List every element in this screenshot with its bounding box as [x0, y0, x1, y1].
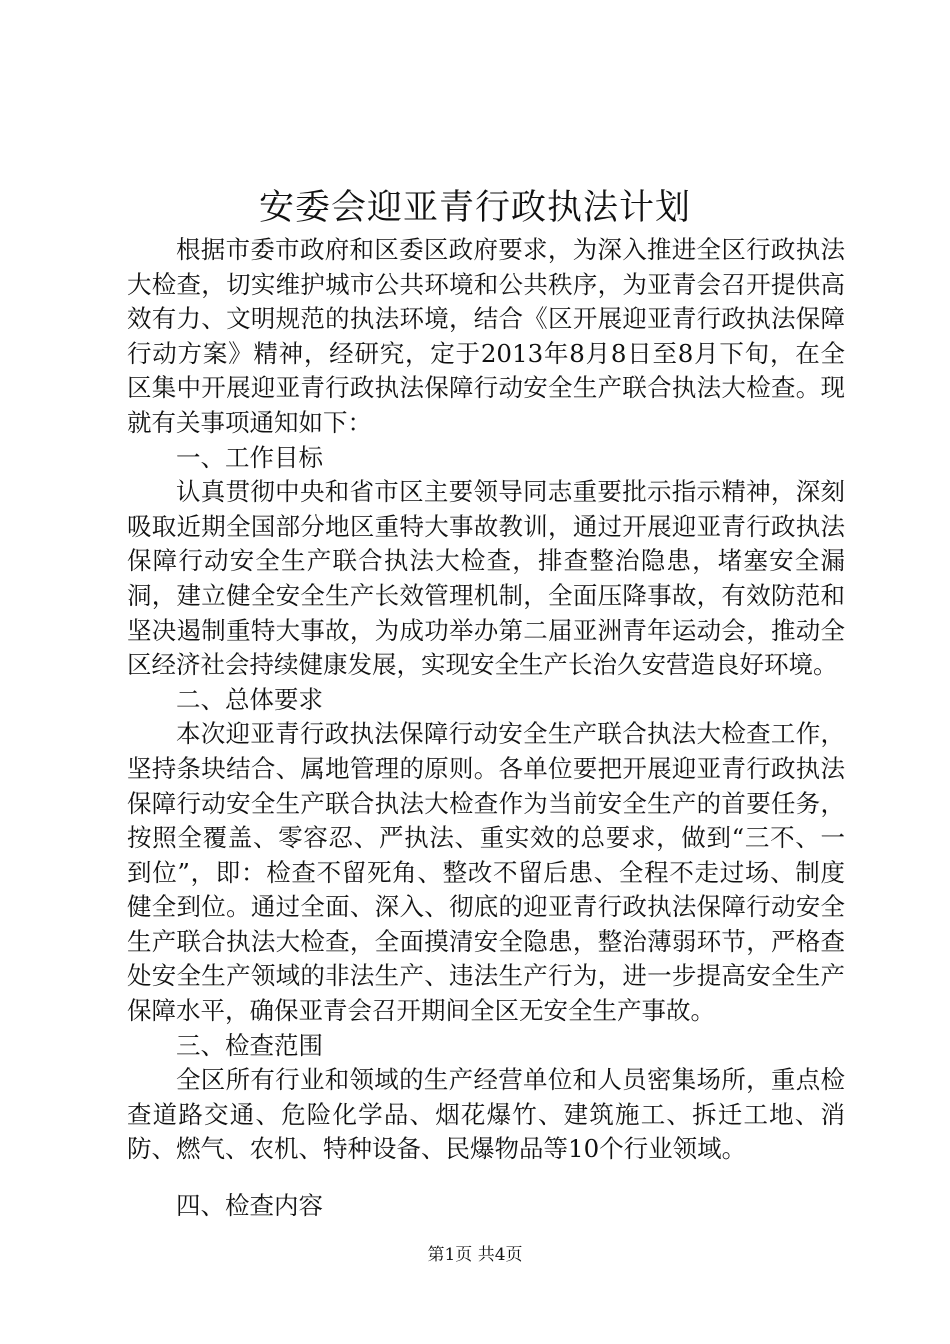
section-heading-goals: 一、工作目标: [176, 442, 323, 472]
document-title: 安委会迎亚青行政执法计划: [258, 188, 691, 228]
section-heading-scope: 三、检查范围: [176, 1030, 323, 1060]
intro-paragraph: 根据市委市政府和区委区政府要求，为深入推进全区行政执法大检查，切实维护城市公共环境和公共秩序，为亚青会召开提供高效有力、文明规范的执法环境，结合《区开展迎亚青行政执法保障行动方案》精神，经研究，定于2013年8月8日至8月下旬，在全区集中开展迎亚青行政执法保障行动安全生产联合执法大检查。现就有关事项通知如下：: [127, 235, 845, 437]
document-body: [127, 233, 845, 1224]
section-text-requirements: 本次迎亚青行政执法保障行动安全生产联合执法大检查工作，坚持条块结合、属地管理的原则。各单位要把开展迎亚青行政执法保障行动安全生产联合执法大检查作为当前安全生产的首要任务，按照全覆盖、零容忍、严执法、重实效的总要求，做到“三不、一到位”，即：检查不留死角、整改不留后患、全程不走过场、制度健全到位。通过全面、深入、彻底的迎亚青行政执法保障行动安全生产联合执法大检查，全面摸清安全隐患，整治薄弱环节，严格查处安全生产领域的非法生产、违法生产行为，进一步提高安全生产保障水平，确保亚青会召开期间全区无安全生产事故。: [127, 719, 845, 1026]
section-text-goals: 认真贯彻中央和省市区主要领导同志重要批示指示精神，深刻吸取近期全国部分地区重特大事故教训，通过开展迎亚青行政执法保障行动安全生产联合执法大检查，排查整治隐患，堵塞安全漏洞，建立健全安全生产长效管理机制，全面压降事故，有效防范和坚决遏制重特大事故，为成功举办第二届亚洲青年运动会，推动全区经济社会持续健康发展，实现安全生产长治久安营造良好环境。: [127, 477, 845, 680]
section-heading-content: 四、检查内容: [176, 1191, 323, 1221]
section-text-scope: 全区所有行业和领域的生产经营单位和人员密集场所，重点检查道路交通、危险化学品、烟花爆竹、建筑施工、拆迁工地、消防、燃气、农机、特种设备、民爆物品等10个行业领域。: [127, 1065, 845, 1164]
section-heading-requirements: 二、总体要求: [176, 684, 323, 714]
page-number: 第1页 共4页: [427, 1245, 523, 1265]
